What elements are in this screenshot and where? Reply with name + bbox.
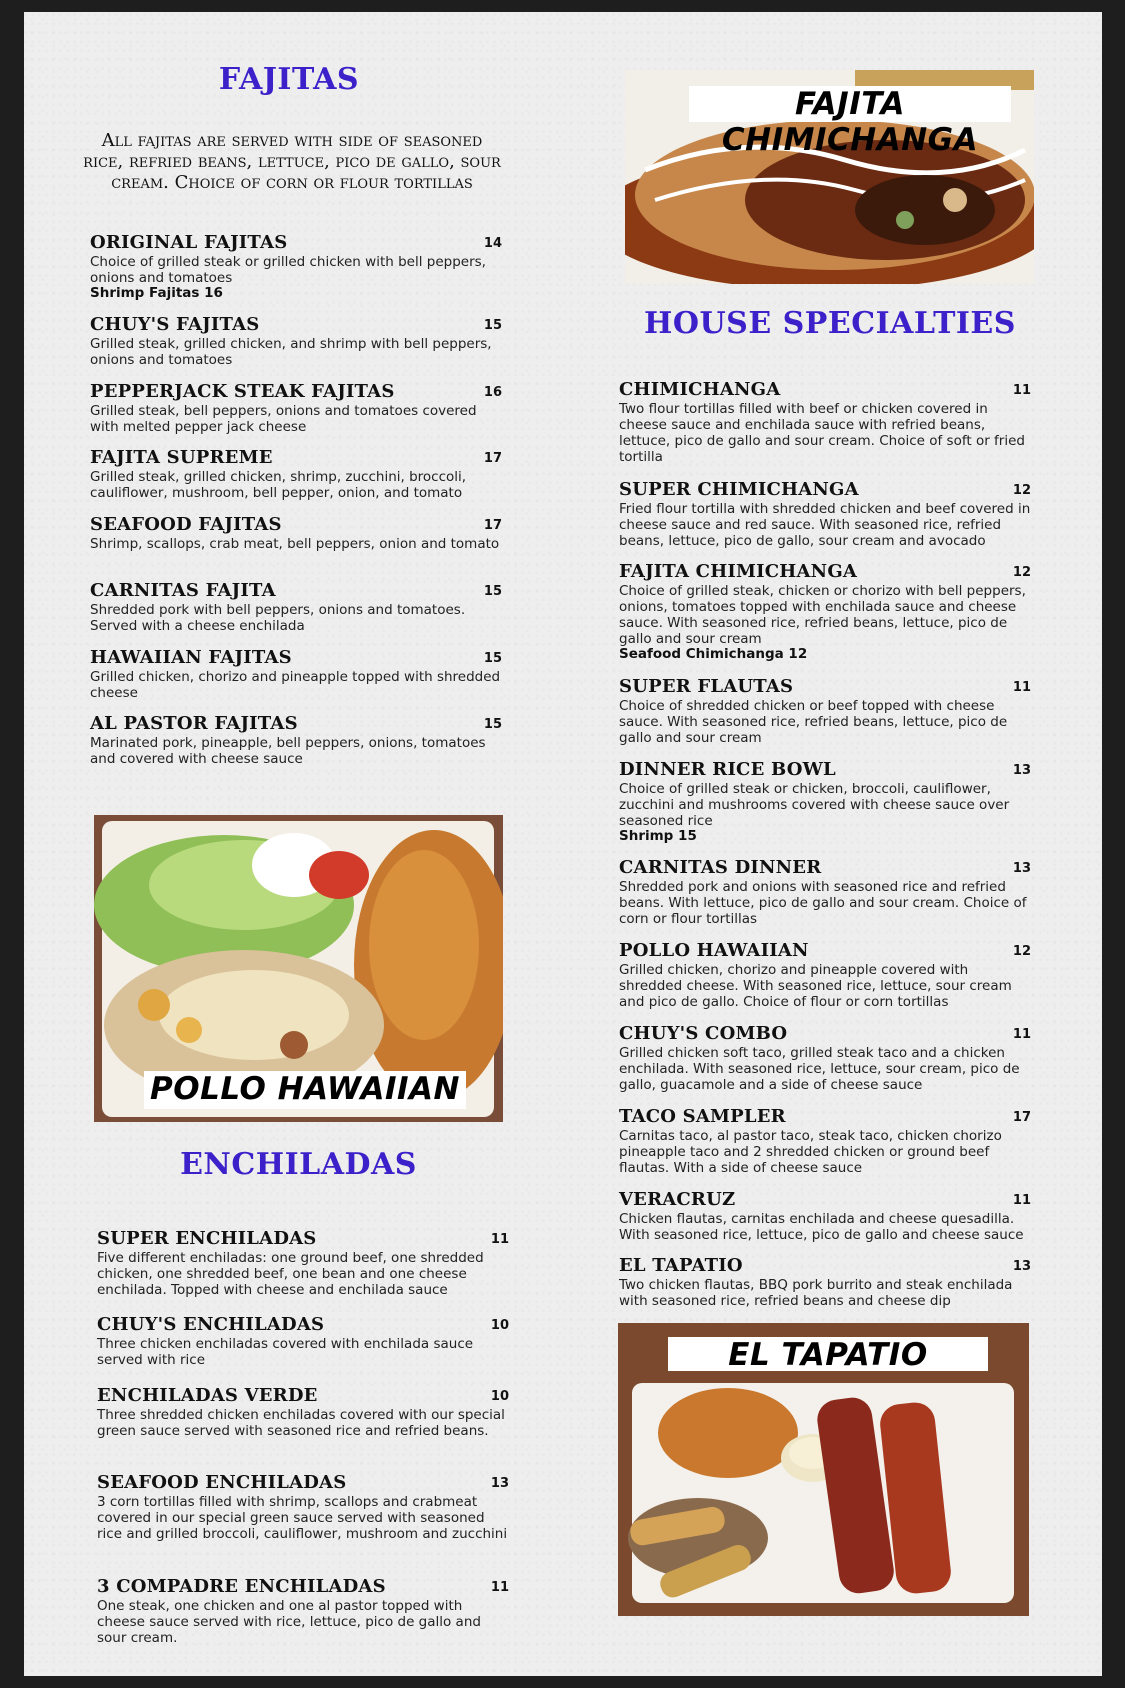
item-price: 14 (483, 236, 502, 251)
menu-item (619, 857, 1031, 927)
item-note: Shrimp Fajitas 16 (90, 285, 223, 301)
item-price: 13 (1012, 763, 1031, 778)
menu-item (619, 676, 1031, 746)
item-desc: Two flour tortillas filled with beef or chicken covered in cheese sauce and enchilada sauce with refried beans, lettuce, pico de gallo and sour cream. Choice of soft or fried tortilla (619, 401, 1025, 465)
item-desc: Shredded pork with bell peppers, onions and tomatoes. Served with a cheese enchilada (90, 602, 466, 634)
item-name: ORIGINAL FAJITAS (90, 232, 288, 253)
item-desc: Grilled steak, bell peppers, onions and tomatoes covered with melted pepper jack cheese (90, 403, 477, 435)
menu-item (97, 1314, 509, 1368)
item-name: SEAFOOD ENCHILADAS (97, 1472, 347, 1493)
item-name: SUPER FLAUTAS (619, 676, 794, 697)
item-name: 3 COMPADRE ENCHILADAS (97, 1576, 386, 1597)
item-name: CARNITAS FAJITA (90, 580, 276, 601)
menu-item (97, 1576, 509, 1646)
fajita-chimichanga-photo (625, 70, 1034, 284)
menu-item (90, 647, 502, 701)
menu-item (619, 561, 1031, 662)
item-name: CHUY'S ENCHILADAS (97, 1314, 325, 1335)
item-price: 17 (1012, 1110, 1031, 1125)
item-price: 11 (490, 1580, 509, 1595)
menu-item (619, 759, 1031, 844)
menu-item (619, 1189, 1031, 1243)
item-name: DINNER RICE BOWL (619, 759, 836, 780)
item-price: 11 (490, 1232, 509, 1247)
el-tapatio-photo (618, 1323, 1029, 1616)
item-desc: Grilled steak, grilled chicken, and shrimp with bell peppers, onions and tomatoes (90, 336, 492, 368)
item-name: CARNITAS DINNER (619, 857, 822, 878)
item-name: CHUY'S COMBO (619, 1023, 788, 1044)
item-name: POLLO HAWAIIAN (619, 940, 809, 961)
item-price: 13 (1012, 861, 1031, 876)
menu-page (24, 12, 1102, 1676)
item-note: Seafood Chimichanga 12 (619, 646, 808, 662)
item-desc: Fried flour tortilla with shredded chicken and beef covered in cheese sauce and red sauce. With seasoned rice, refried beans, lettuce, pico de gallo, sour cream and avocado (619, 501, 1031, 549)
item-desc: Choice of grilled steak or grilled chicken with bell peppers, onions and tomatoes (90, 254, 486, 286)
pollo-hawaiian-photo (94, 815, 503, 1122)
item-name: FAJITA CHIMICHANGA (619, 561, 858, 582)
item-desc: Choice of shredded chicken or beef topped with cheese sauce. With seasoned rice, refried beans, lettuce, pico de gallo and sour cream (619, 698, 1008, 746)
item-desc: Choice of grilled steak or chicken, broccoli, cauliflower, zucchini and mushrooms covered with cheese sauce over seasoned rice (619, 781, 1010, 829)
item-name: PEPPERJACK STEAK FAJITAS (90, 381, 395, 402)
item-desc: Grilled steak, grilled chicken, shrimp, zucchini, broccoli, cauliflower, mushroom, bell pepper, onion, and tomato (90, 469, 467, 501)
menu-item (90, 580, 502, 634)
item-name: SEAFOOD FAJITAS (90, 514, 282, 535)
item-name: CHUY'S FAJITAS (90, 314, 260, 335)
item-price: 17 (483, 518, 502, 533)
menu-item (90, 381, 502, 435)
item-name: SUPER CHIMICHANGA (619, 479, 859, 500)
item-price: 11 (1012, 680, 1031, 695)
item-desc: Three chicken enchiladas covered with enchilada sauce served with rice (97, 1336, 474, 1368)
menu-item (619, 1255, 1031, 1309)
item-desc: Shredded pork and onions with seasoned rice and refried beans. With lettuce, pico de gallo and sour cream. Choice of corn or flour tortillas (619, 879, 1027, 927)
item-desc: Two chicken flautas, BBQ pork burrito and steak enchilada with seasoned rice, refried beans and cheese dip (619, 1277, 1013, 1309)
item-name: VERACRUZ (619, 1189, 736, 1210)
item-price: 12 (1012, 483, 1031, 498)
item-price: 15 (483, 651, 502, 666)
menu-item (97, 1385, 509, 1439)
item-price: 10 (490, 1389, 509, 1404)
item-desc: Shrimp, scallops, crab meat, bell peppers, onion and tomato (90, 536, 500, 552)
item-price: 12 (1012, 944, 1031, 959)
item-price: 15 (483, 584, 502, 599)
item-name: TACO SAMPLER (619, 1106, 786, 1127)
item-price: 17 (483, 451, 502, 466)
item-desc: Marinated pork, pineapple, bell peppers, onions, tomatoes and covered with cheese sauce (90, 735, 486, 767)
menu-item (90, 314, 502, 368)
item-desc: Grilled chicken, chorizo and pineapple covered with shredded cheese. With seasoned rice, lettuce, sour cream and pico de gallo. Choice of flour or corn tortillas (619, 962, 1012, 1010)
item-desc: Grilled chicken soft taco, grilled steak taco and a chicken enchilada. With seasoned rice, lettuce, sour cream, pico de gallo, guacamole and a side of cheese sauce (619, 1045, 1020, 1093)
item-price: 12 (1012, 565, 1031, 580)
fajitas-title: FAJITAS (218, 62, 360, 97)
house-specialties-title: HOUSE SPECIALTIES (644, 306, 1016, 341)
item-name: EL TAPATIO (619, 1255, 743, 1276)
menu-item (619, 379, 1031, 465)
item-price: 16 (483, 385, 502, 400)
fajitas-intro: All fajitas are served with side of seasoned rice, refried beans, lettuce, pico de gallo, sour cream. Choice of corn or flour tortillas (83, 130, 501, 193)
item-price: 10 (490, 1318, 509, 1333)
item-name: FAJITA SUPREME (90, 447, 273, 468)
fajita-chimichanga-caption: FAJITA CHIMICHANGA (689, 86, 1011, 122)
item-price: 11 (1012, 1193, 1031, 1208)
enchiladas-title: ENCHILADAS (180, 1147, 417, 1182)
item-price: 15 (483, 318, 502, 333)
item-desc: Choice of grilled steak, chicken or chorizo with bell peppers, onions, tomatoes topped with enchilada sauce and cheese sauce. With seasoned rice, refried beans, lettuce, pico de gallo and sour cream (619, 583, 1026, 647)
menu-item (90, 447, 502, 501)
item-desc: 3 corn tortillas filled with shrimp, scallops and crabmeat covered in our special green sauce served with seasoned rice and grilled broccoli, cauliflower, mushroom and zucchini (97, 1494, 508, 1542)
item-desc: Three shredded chicken enchiladas covered with our special green sauce served with seasoned rice and refried beans. (97, 1407, 505, 1439)
item-price: 11 (1012, 383, 1031, 398)
item-desc: Chicken flautas, carnitas enchilada and cheese quesadilla. With seasoned rice, lettuce, pico de gallo and cheese sauce (619, 1211, 1024, 1243)
item-name: HAWAIIAN FAJITAS (90, 647, 292, 668)
item-price: 13 (490, 1476, 509, 1491)
menu-item (90, 232, 502, 301)
menu-item (619, 940, 1031, 1010)
item-name: AL PASTOR FAJITAS (90, 713, 298, 734)
item-name: ENCHILADAS VERDE (97, 1385, 318, 1406)
menu-item (619, 1106, 1031, 1176)
menu-item (619, 479, 1031, 549)
item-desc: Carnitas taco, al pastor taco, steak taco, chicken chorizo pineapple taco and 2 shredded chicken or ground beef flautas. With a side of cheese sauce (619, 1128, 1002, 1176)
menu-item (90, 713, 502, 767)
menu-item (97, 1472, 509, 1542)
item-price: 11 (1012, 1027, 1031, 1042)
item-name: SUPER ENCHILADAS (97, 1228, 317, 1249)
menu-item (90, 514, 502, 552)
item-price: 13 (1012, 1259, 1031, 1274)
item-price: 15 (483, 717, 502, 732)
item-note: Shrimp 15 (619, 828, 697, 844)
item-desc: Grilled chicken, chorizo and pineapple topped with shredded cheese (90, 669, 501, 701)
pollo-hawaiian-caption: POLLO HAWAIIAN (144, 1071, 466, 1109)
el-tapatio-caption: EL TAPATIO (668, 1337, 988, 1371)
menu-item (619, 1023, 1031, 1093)
menu-item (97, 1228, 509, 1298)
item-desc: One steak, one chicken and one al pastor topped with cheese sauce served with rice, lettuce, pico de gallo and sour cream. (97, 1598, 481, 1646)
item-desc: Five different enchiladas: one ground beef, one shredded chicken, one shredded beef, one bean and one cheese enchilada. Topped with cheese and enchilada sauce (97, 1250, 484, 1298)
item-name: CHIMICHANGA (619, 379, 781, 400)
